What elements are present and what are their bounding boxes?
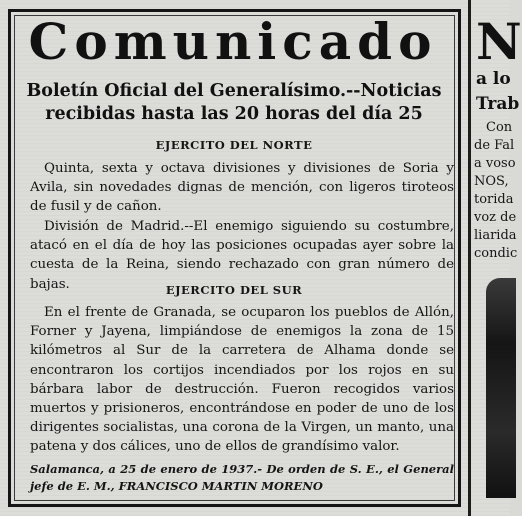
adjacent-line: torida (474, 192, 514, 207)
subheadline (14, 80, 454, 126)
adjacent-subhead-1: a lo (476, 69, 511, 89)
subheadline-line-1: Boletín Oficial del Generalísimo.--Noticias (26, 81, 442, 101)
subheadline-line-2: recibidas hasta las 20 horas del día 25 (45, 104, 423, 124)
adjacent-column (474, 0, 522, 516)
section-title-sur: EJERCITO DEL SUR (165, 283, 303, 297)
adjacent-line: liarida (474, 228, 517, 243)
adjacent-line: NOS, (474, 174, 509, 189)
adjacent-subhead-2: Trab (476, 94, 520, 114)
paragraph-norte-divisions: Quinta, sexta y octava divisiones y divisiones de Soria y Avila, sin novedades dignas de mención, con ligeros tiroteos de fusil y de cañon. (30, 161, 454, 215)
section-title-norte: EJERCITO DEL NORTE (155, 138, 313, 152)
paragraph-granada: En el frente de Granada, se ocuparon los pueblos de Allón, Forner y Jayena, limpiándose de enemigos la zona de 15 kilómetros al Sur de la carretera de Alhama donde se encontraron los cortijos incendiados por los rojos en su bárbara labor de destrucción. Fueron recogidos varios muertos y prisioneros, encontrándose en poder de uno de los dirigentes socialistas, una corona de la Virgen, un manto, una patena y dos cálices, uno de ellos de grandísimo valor. (30, 305, 454, 455)
adjacent-line: de Fal (474, 138, 515, 153)
paragraph-madrid: División de Madrid.--El enemigo siguiendo su costumbre, atacó en el día de hoy las posiciones ocupadas ayer sobre la cuesta de la Reina, siendo rechazado con gran número de bajas. (30, 219, 454, 292)
headline: Comunicado (28, 12, 438, 71)
column-rule (468, 0, 471, 516)
adjacent-line: condic (474, 246, 518, 261)
adjacent-headline: N (476, 12, 522, 71)
signature-block: Salamanca, a 25 de enero de 1937.- De orden de S. E., el General jefe de E. M., FRANCISCO MARTIN MORENO (30, 462, 454, 493)
adjacent-line: voz de (474, 210, 517, 225)
adjacent-photo (486, 278, 516, 498)
adjacent-line: a voso (474, 156, 516, 171)
adjacent-line: Con (486, 120, 513, 135)
